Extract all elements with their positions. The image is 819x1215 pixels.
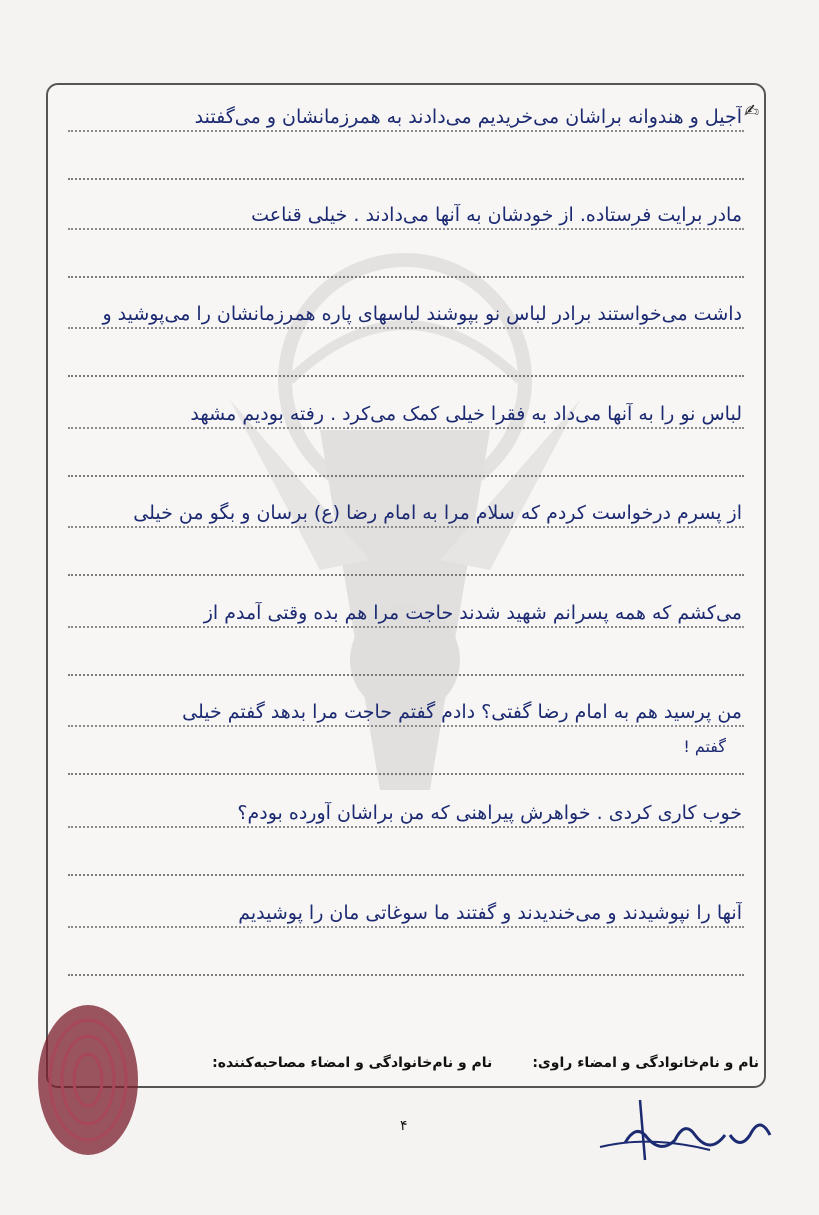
handwritten-line-text: آجیل و هندوانه براشان می‌خریدیم می‌دادند به همرزمانشان و می‌گفتند — [194, 106, 742, 128]
handwritten-line-continuation: گفتم ! — [683, 737, 726, 756]
handwritten-line-text: می‌کشم که همه پسرانم شهید شدند حاجت مرا هم بده وقتی آمدم از — [203, 602, 742, 624]
dotted-writing-line — [68, 526, 744, 528]
handwritten-line-text: لباس نو را به آنها می‌داد به فقرا خیلی کمک می‌کرد . رفته بودیم مشهد — [190, 403, 742, 425]
handwritten-line — [46, 778, 766, 876]
dotted-spacer-line — [68, 475, 744, 477]
dotted-writing-line — [68, 626, 744, 628]
pen-icon: ✍ — [744, 101, 760, 122]
handwritten-signature — [590, 1095, 790, 1165]
dotted-spacer-line — [68, 574, 744, 576]
handwritten-line — [46, 180, 766, 278]
handwritten-line-text: داشت می‌خواستند برادر لباس نو بپوشند لباسهای پاره همرزمانشان را می‌پوشید و — [102, 303, 742, 325]
dotted-writing-line — [68, 826, 744, 828]
handwritten-line — [46, 878, 766, 976]
handwritten-line-text: از پسرم درخواست کردم که سلام مرا به امام رضا (ع) برسان و بگو من خیلی — [133, 502, 742, 524]
dotted-spacer-line — [68, 375, 744, 377]
fingerprint-stamp — [28, 1000, 148, 1170]
handwritten-line-text: خوب کاری کردی . خواهرش پیراهنی که من براشان آورده بودم؟ — [237, 802, 742, 824]
dotted-spacer-line — [68, 773, 744, 775]
handwritten-line — [46, 379, 766, 477]
dotted-writing-line — [68, 427, 744, 429]
footer-labels — [60, 1055, 759, 1071]
handwritten-line — [46, 82, 766, 180]
page-number: ۴ — [400, 1118, 408, 1134]
interviewer-signature-label: نام و نام‌خانوادگی و امضاء مصاحبه‌کننده: — [212, 1055, 493, 1071]
handwritten-line-text: من پرسید هم به امام رضا گفتی؟ دادم گفتم حاجت مرا بدهد گفتم خیلی — [182, 701, 742, 723]
handwritten-line — [46, 578, 766, 676]
handwritten-line — [46, 478, 766, 576]
handwritten-line-text: آنها را نپوشیدند و می‌خندیدند و گفتند ما سوغاتی مان را پوشیدیم — [238, 902, 742, 924]
dotted-writing-line — [68, 926, 744, 928]
dotted-spacer-line — [68, 276, 744, 278]
handwritten-line — [46, 279, 766, 377]
dotted-spacer-line — [68, 974, 744, 976]
handwritten-line — [46, 677, 766, 775]
dotted-spacer-line — [68, 674, 744, 676]
handwritten-line-text: مادر برایت فرستاده. از خودشان به آنها می‌دادند . خیلی قناعت — [251, 204, 742, 226]
dotted-writing-line — [68, 327, 744, 329]
narrator-signature-label: نام و نام‌خانوادگی و امضاء راوی: — [532, 1055, 759, 1071]
dotted-spacer-line — [68, 874, 744, 876]
dotted-writing-line — [68, 228, 744, 230]
dotted-writing-line — [68, 130, 744, 132]
dotted-writing-line — [68, 725, 744, 727]
